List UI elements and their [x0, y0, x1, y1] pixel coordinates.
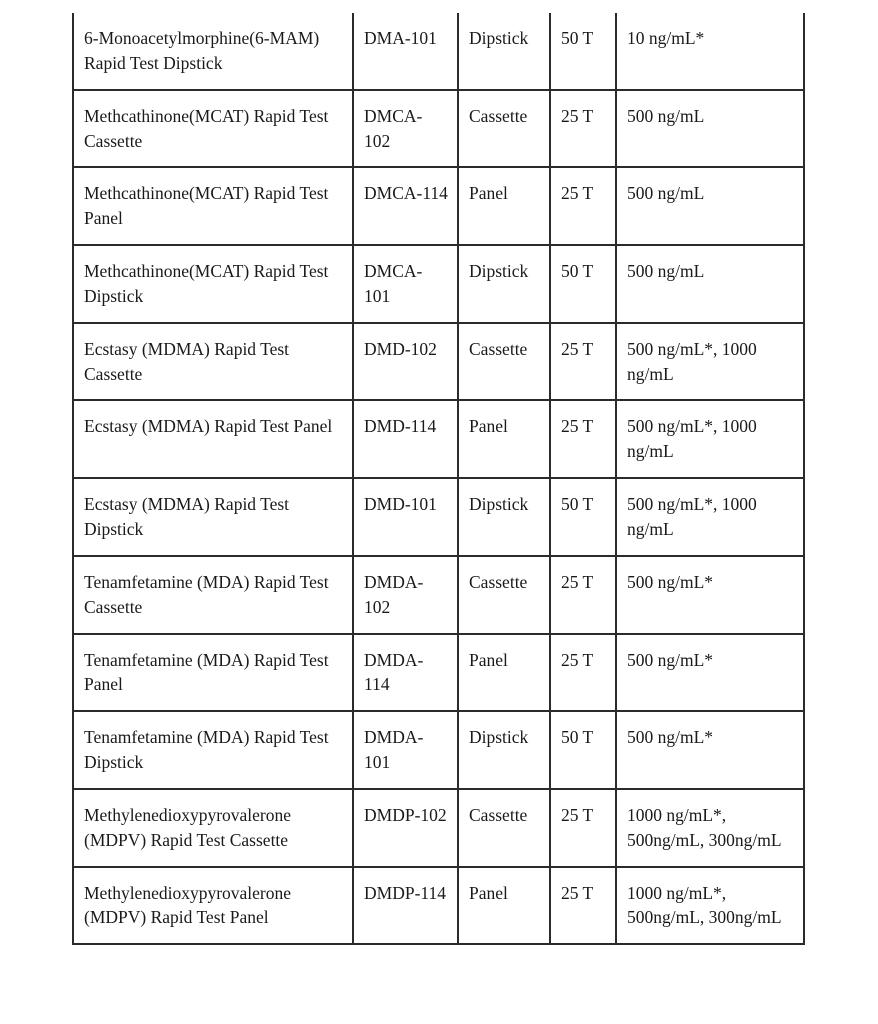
test-format-text: Cassette — [469, 338, 528, 359]
catalog-code-text: DMD-101 — [364, 494, 437, 515]
cell-catalog-code — [353, 323, 458, 401]
product-name-text: Methcathinone(MCAT) Rapid Test Panel — [84, 183, 329, 229]
test-format-text: Dipstick — [469, 261, 529, 282]
cell-product-name — [73, 90, 353, 168]
product-name-text: Tenamfetamine (MDA) Rapid Test Panel — [84, 649, 329, 695]
catalog-code-text: DMD-102 — [364, 338, 437, 359]
test-format-text: Panel — [469, 882, 508, 903]
cell-pack-quantity — [550, 634, 616, 712]
pack-quantity-text: 25 T — [561, 416, 594, 437]
product-name-text: Ecstasy (MDMA) Rapid Test Panel — [84, 416, 333, 437]
cell-cutoff-concentration — [616, 789, 804, 867]
product-name-text: Methylenedioxypyrovalerone (MDPV) Rapid Test Panel — [84, 882, 292, 928]
table-row — [73, 400, 804, 478]
cell-test-format — [458, 634, 550, 712]
cell-product-name — [73, 867, 353, 945]
cutoff-concentration-text: 500 ng/mL*, 1000 ng/mL — [627, 338, 757, 384]
cell-cutoff-concentration — [616, 90, 804, 168]
cutoff-concentration-text: 500 ng/mL* — [627, 727, 714, 748]
table-row — [73, 867, 804, 945]
cell-cutoff-concentration — [616, 400, 804, 478]
cell-pack-quantity — [550, 556, 616, 634]
cutoff-concentration-text: 500 ng/mL* — [627, 571, 714, 592]
cell-pack-quantity — [550, 789, 616, 867]
cell-test-format — [458, 167, 550, 245]
product-name-text: Methcathinone(MCAT) Rapid Test Cassette — [84, 105, 329, 151]
test-format-text: Cassette — [469, 571, 528, 592]
test-format-text: Panel — [469, 649, 508, 670]
table-row — [73, 90, 804, 168]
pack-quantity-text: 25 T — [561, 804, 594, 825]
cell-product-name — [73, 711, 353, 789]
cell-cutoff-concentration — [616, 167, 804, 245]
catalog-code-text: DMDA-101 — [364, 727, 424, 773]
pack-quantity-text: 50 T — [561, 494, 594, 515]
product-specification-table — [72, 13, 805, 945]
cell-product-name — [73, 323, 353, 401]
cell-cutoff-concentration — [616, 556, 804, 634]
cell-test-format — [458, 867, 550, 945]
cell-catalog-code — [353, 245, 458, 323]
cell-product-name — [73, 478, 353, 556]
cell-pack-quantity — [550, 13, 616, 90]
cutoff-concentration-text: 1000 ng/mL*, 500ng/mL, 300ng/mL — [627, 882, 782, 928]
pack-quantity-text: 50 T — [561, 261, 594, 282]
test-format-text: Cassette — [469, 105, 528, 126]
cell-pack-quantity — [550, 323, 616, 401]
cell-test-format — [458, 245, 550, 323]
cell-catalog-code — [353, 90, 458, 168]
catalog-code-text: DMD-114 — [364, 416, 437, 437]
cell-cutoff-concentration — [616, 323, 804, 401]
cell-test-format — [458, 13, 550, 90]
cutoff-concentration-text: 500 ng/mL — [627, 183, 705, 204]
cell-catalog-code — [353, 711, 458, 789]
product-name-text: Tenamfetamine (MDA) Rapid Test Dipstick — [84, 727, 329, 773]
cell-product-name — [73, 13, 353, 90]
cell-pack-quantity — [550, 400, 616, 478]
catalog-code-text: DMDA-102 — [364, 571, 424, 617]
table-row — [73, 13, 804, 90]
cell-test-format — [458, 400, 550, 478]
cell-test-format — [458, 711, 550, 789]
pack-quantity-text: 50 T — [561, 727, 594, 748]
cell-pack-quantity — [550, 90, 616, 168]
pack-quantity-text: 25 T — [561, 105, 594, 126]
test-format-text: Panel — [469, 183, 508, 204]
table-row — [73, 478, 804, 556]
pack-quantity-text: 25 T — [561, 882, 594, 903]
cell-catalog-code — [353, 167, 458, 245]
table-body — [73, 13, 804, 944]
cutoff-concentration-text: 500 ng/mL — [627, 105, 705, 126]
cell-product-name — [73, 167, 353, 245]
table-row — [73, 556, 804, 634]
cell-pack-quantity — [550, 245, 616, 323]
cell-catalog-code — [353, 400, 458, 478]
cell-cutoff-concentration — [616, 634, 804, 712]
pack-quantity-text: 25 T — [561, 649, 594, 670]
catalog-code-text: DMDP-114 — [364, 882, 446, 903]
cell-test-format — [458, 789, 550, 867]
cell-test-format — [458, 323, 550, 401]
pack-quantity-text: 25 T — [561, 183, 594, 204]
table-row — [73, 167, 804, 245]
product-name-text: Ecstasy (MDMA) Rapid Test Dipstick — [84, 494, 290, 539]
product-name-text: Ecstasy (MDMA) Rapid Test Cassette — [84, 338, 290, 384]
cell-catalog-code — [353, 789, 458, 867]
table-row — [73, 634, 804, 712]
cell-test-format — [458, 90, 550, 168]
cell-catalog-code — [353, 13, 458, 90]
catalog-code-text: DMDA-114 — [364, 649, 424, 695]
cell-pack-quantity — [550, 711, 616, 789]
cell-pack-quantity — [550, 867, 616, 945]
cell-cutoff-concentration — [616, 245, 804, 323]
pack-quantity-text: 25 T — [561, 338, 594, 359]
cutoff-concentration-text: 500 ng/mL — [627, 261, 705, 282]
cell-test-format — [458, 556, 550, 634]
cell-cutoff-concentration — [616, 478, 804, 556]
pack-quantity-text: 25 T — [561, 571, 594, 592]
pack-quantity-text: 50 T — [561, 28, 594, 48]
table-row — [73, 323, 804, 401]
cutoff-concentration-text: 1000 ng/mL*, 500ng/mL, 300ng/mL — [627, 804, 782, 850]
cutoff-concentration-text: 500 ng/mL*, 1000 ng/mL — [627, 494, 757, 539]
catalog-code-text: DMCA-114 — [364, 183, 448, 204]
test-format-text: Dipstick — [469, 494, 529, 515]
test-format-text: Cassette — [469, 804, 528, 825]
catalog-code-text: DMCA-101 — [364, 261, 423, 306]
product-name-text: Tenamfetamine (MDA) Rapid Test Cassette — [84, 571, 329, 617]
test-format-text: Panel — [469, 416, 508, 437]
catalog-code-text: DMCA-102 — [364, 105, 423, 151]
cell-test-format — [458, 478, 550, 556]
cell-pack-quantity — [550, 167, 616, 245]
cell-cutoff-concentration — [616, 13, 804, 90]
table-row — [73, 245, 804, 323]
test-format-text: Dipstick — [469, 28, 529, 48]
cell-product-name — [73, 245, 353, 323]
cell-catalog-code — [353, 867, 458, 945]
cell-product-name — [73, 634, 353, 712]
cutoff-concentration-text: 500 ng/mL*, 1000 ng/mL — [627, 416, 757, 462]
cell-catalog-code — [353, 478, 458, 556]
cell-cutoff-concentration — [616, 867, 804, 945]
product-name-text: Methcathinone(MCAT) Rapid Test Dipstick — [84, 261, 329, 306]
cell-product-name — [73, 400, 353, 478]
catalog-code-text: DMDP-102 — [364, 804, 447, 825]
table-row — [73, 711, 804, 789]
cell-pack-quantity — [550, 478, 616, 556]
test-format-text: Dipstick — [469, 727, 529, 748]
cell-product-name — [73, 789, 353, 867]
table-row — [73, 789, 804, 867]
cutoff-concentration-text: 500 ng/mL* — [627, 649, 714, 670]
cutoff-concentration-text: 10 ng/mL* — [627, 28, 705, 48]
product-name-text: Methylenedioxypyrovalerone (MDPV) Rapid Test Cassette — [84, 804, 292, 850]
cell-cutoff-concentration — [616, 711, 804, 789]
cell-product-name — [73, 556, 353, 634]
catalog-code-text: DMA-101 — [364, 28, 437, 48]
cell-catalog-code — [353, 634, 458, 712]
product-name-text: 6-Monoacetylmorphine(6-MAM) Rapid Test Dipstick — [84, 28, 320, 73]
cell-catalog-code — [353, 556, 458, 634]
